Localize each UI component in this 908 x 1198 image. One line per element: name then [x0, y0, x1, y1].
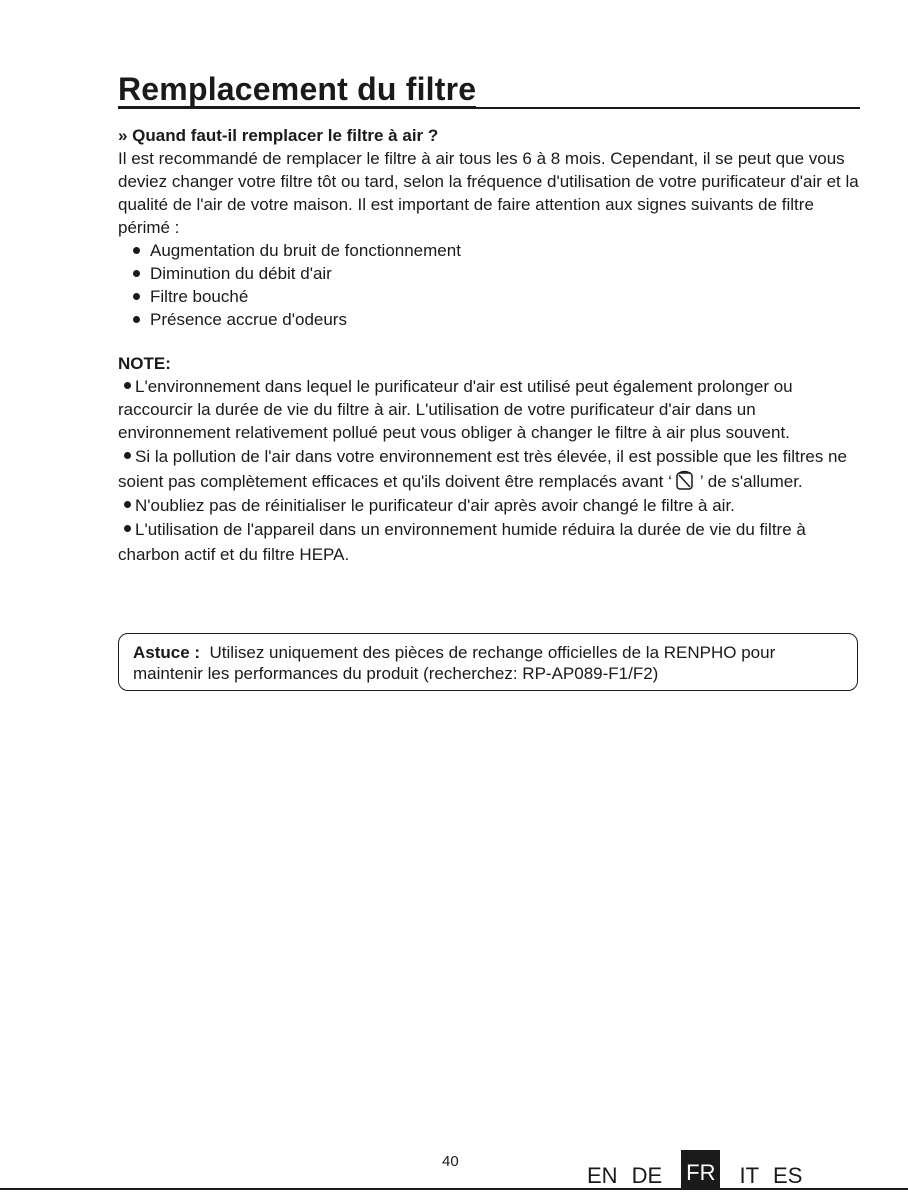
note-item-3-text: N'oubliez pas de réinitialiser le purificateur d'air après avoir changé le filtre à air.: [135, 496, 735, 515]
language-selector: [580, 1150, 809, 1190]
note-item-4-text: L'utilisation de l'appareil dans un environnement humide réduira la durée de vie du filtre à charbon actif et du filtre HEPA.: [118, 520, 806, 564]
bullet-icon: [124, 501, 131, 508]
sign-item: Diminution du débit d'air: [132, 262, 860, 285]
question-title: » Quand faut-il remplacer le filtre à air ?: [118, 126, 439, 145]
lang-fr[interactable]: FR: [681, 1150, 720, 1190]
note-item-2: [118, 444, 860, 494]
bullet-icon: [124, 382, 131, 389]
note-item-3: [118, 494, 860, 517]
page-title-block: [118, 72, 860, 109]
note-item-1-text: L'environnement dans lequel le purificateur d'air est utilisé peut également prolonger ou raccourcir la durée de vie du filtre à air. L'utilisation de votre purificateur d'air dans un environnement relativement pollué peut vous obliger à changer le filtre à air plus souvent.: [118, 377, 793, 442]
tip-text: Utilisez uniquement des pièces de rechange officielles de la RENPHO pour maintenir les performances du produit (recherchez: RP-AP089-F1/F2): [133, 643, 776, 683]
bullet-icon: [124, 452, 131, 459]
page-number: 40: [442, 1153, 459, 1170]
note-item-1: [118, 375, 860, 444]
tip-box: [118, 633, 858, 691]
question-section: [118, 124, 860, 331]
page-title: Remplacement du filtre: [118, 71, 477, 107]
tip-label: Astuce :: [133, 643, 201, 662]
note-item-4: [118, 517, 860, 567]
question-body: Il est recommandé de remplacer le filtre à air tous les 6 à 8 mois. Cependant, il se peut que vous deviez changer votre filtre tôt ou tard, selon la fréquence d'utilisation de votre purificateur d'air et la qualité de l'air de votre maison. Il est important de faire attention aux signes suivants de filtre périmé :: [118, 149, 859, 237]
note-item-2-text-after: de s'allumer.: [707, 472, 803, 491]
note-item-2-text-before: Si la pollution de l'air dans votre environnement est très élevée, il est possible que les filtres ne soient pas complètement efficaces et qu'ils doivent être remplacés avant: [118, 447, 847, 491]
sign-item: Filtre bouché: [132, 285, 860, 308]
filter-reset-icon: ‘ ’: [668, 472, 704, 491]
note-title: NOTE:: [118, 354, 171, 373]
sign-item: Présence accrue d'odeurs: [132, 308, 860, 331]
note-section: [118, 352, 860, 567]
bottom-rule: [0, 1188, 908, 1190]
lang-it[interactable]: IT: [739, 1163, 760, 1188]
signs-list: [118, 239, 860, 331]
lang-de[interactable]: DE: [631, 1163, 663, 1188]
lang-es[interactable]: ES: [773, 1163, 803, 1188]
lang-en[interactable]: EN: [587, 1163, 618, 1188]
sign-item: Augmentation du bruit de fonctionnement: [132, 239, 860, 262]
bullet-icon: [124, 525, 131, 532]
